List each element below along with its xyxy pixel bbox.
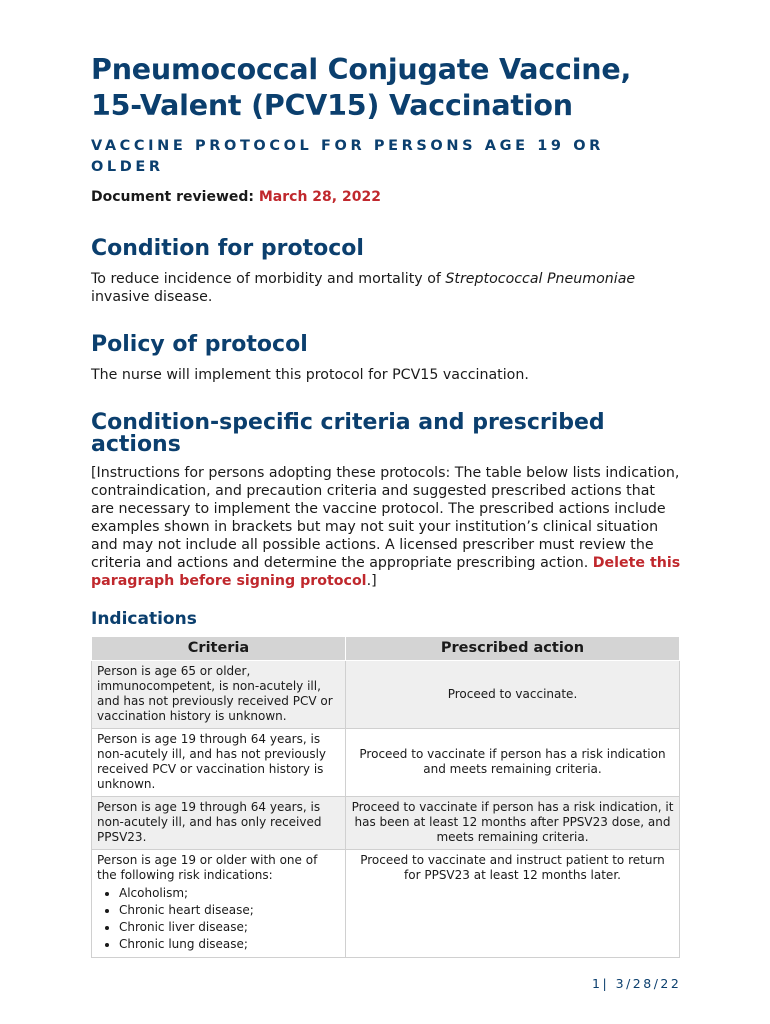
criteria-cell: Person is age 65 or older, immunocompetent, is non-acutely ill, and has not previously received PCV or vaccination history is unknown. <box>92 661 346 729</box>
column-header-criteria: Criteria <box>92 637 346 661</box>
table-row <box>92 729 680 797</box>
document-title <box>91 52 681 124</box>
indications-table <box>91 636 680 958</box>
criteria-heading: Condition-specific criteria and prescribed actions <box>91 410 605 457</box>
condition-heading: Condition for protocol <box>91 236 364 261</box>
condition-text <box>91 270 681 306</box>
condition-text-start: To reduce incidence of morbidity and mortality of <box>91 271 446 287</box>
policy-text: The nurse will implement this protocol for PCV15 vaccination. <box>91 367 529 383</box>
criteria-cell: Person is age 19 through 64 years, is non-acutely ill, and has not previously received PCV or vaccination history is unknown. <box>92 729 346 797</box>
criteria-cell <box>92 850 346 958</box>
list-item: • Alcoholism; <box>119 885 340 902</box>
action-cell: Proceed to vaccinate if person has a risk indication, it has been at least 12 months after PPSV23 dose, and meets remaining criteria. <box>346 797 680 850</box>
table-row <box>92 661 680 729</box>
reviewed-label: Document reviewed: <box>91 189 254 205</box>
criteria-text: Person is age 19 or older with one of the following risk indications: <box>97 853 318 882</box>
list-item: • Chronic heart disease; <box>119 902 340 919</box>
action-cell: Proceed to vaccinate and instruct patient to return for PPSV23 at least 12 months later. <box>346 850 680 958</box>
instructions-warning: Delete this paragraph before signing protocol <box>91 555 681 589</box>
instructions-paragraph <box>91 464 681 590</box>
title-line-2: 15-Valent (PCV15) Vaccination <box>91 89 573 122</box>
page-footer: 1| 3/28/22 <box>592 976 682 991</box>
instructions-end: .] <box>366 573 377 589</box>
title-line-1: Pneumococcal Conjugate Vaccine, <box>91 53 632 86</box>
document-subtitle: VACCINE PROTOCOL FOR PERSONS AGE 19 OR OLDER <box>91 138 604 175</box>
list-item: • Chronic lung disease; <box>119 936 340 953</box>
reviewed-date: March 28, 2022 <box>258 189 381 205</box>
condition-text-italic: Streptococcal Pneumoniae <box>445 271 636 287</box>
list-item: • Chronic liver disease; <box>119 919 340 936</box>
risk-indication-list <box>97 885 340 953</box>
table-row <box>92 797 680 850</box>
column-header-action: Prescribed action <box>346 637 680 661</box>
table-row <box>92 850 680 958</box>
indications-heading: Indications <box>91 609 197 629</box>
review-date-line <box>91 187 681 207</box>
condition-text-end: invasive disease. <box>91 289 213 305</box>
action-cell: Proceed to vaccinate. <box>346 661 680 729</box>
criteria-cell: Person is age 19 through 64 years, is non-acutely ill, and has only received PPSV23. <box>92 797 346 850</box>
instructions-text: [Instructions for persons adopting these protocols: The table below lists indication, contraindication, and precaution criteria and suggested prescribed actions that are necessary to implement the vaccine protocol. The prescribed actions include examples shown in brackets but may not suit your institution’s clinical situation and may not include all possible actions. A licensed prescriber must review the criteria and actions and determine the appropriate prescribing action. <box>91 465 680 571</box>
policy-heading: Policy of protocol <box>91 332 308 357</box>
document-page <box>91 52 681 958</box>
table-header-row <box>92 637 680 661</box>
action-cell: Proceed to vaccinate if person has a risk indication and meets remaining criteria. <box>346 729 680 797</box>
